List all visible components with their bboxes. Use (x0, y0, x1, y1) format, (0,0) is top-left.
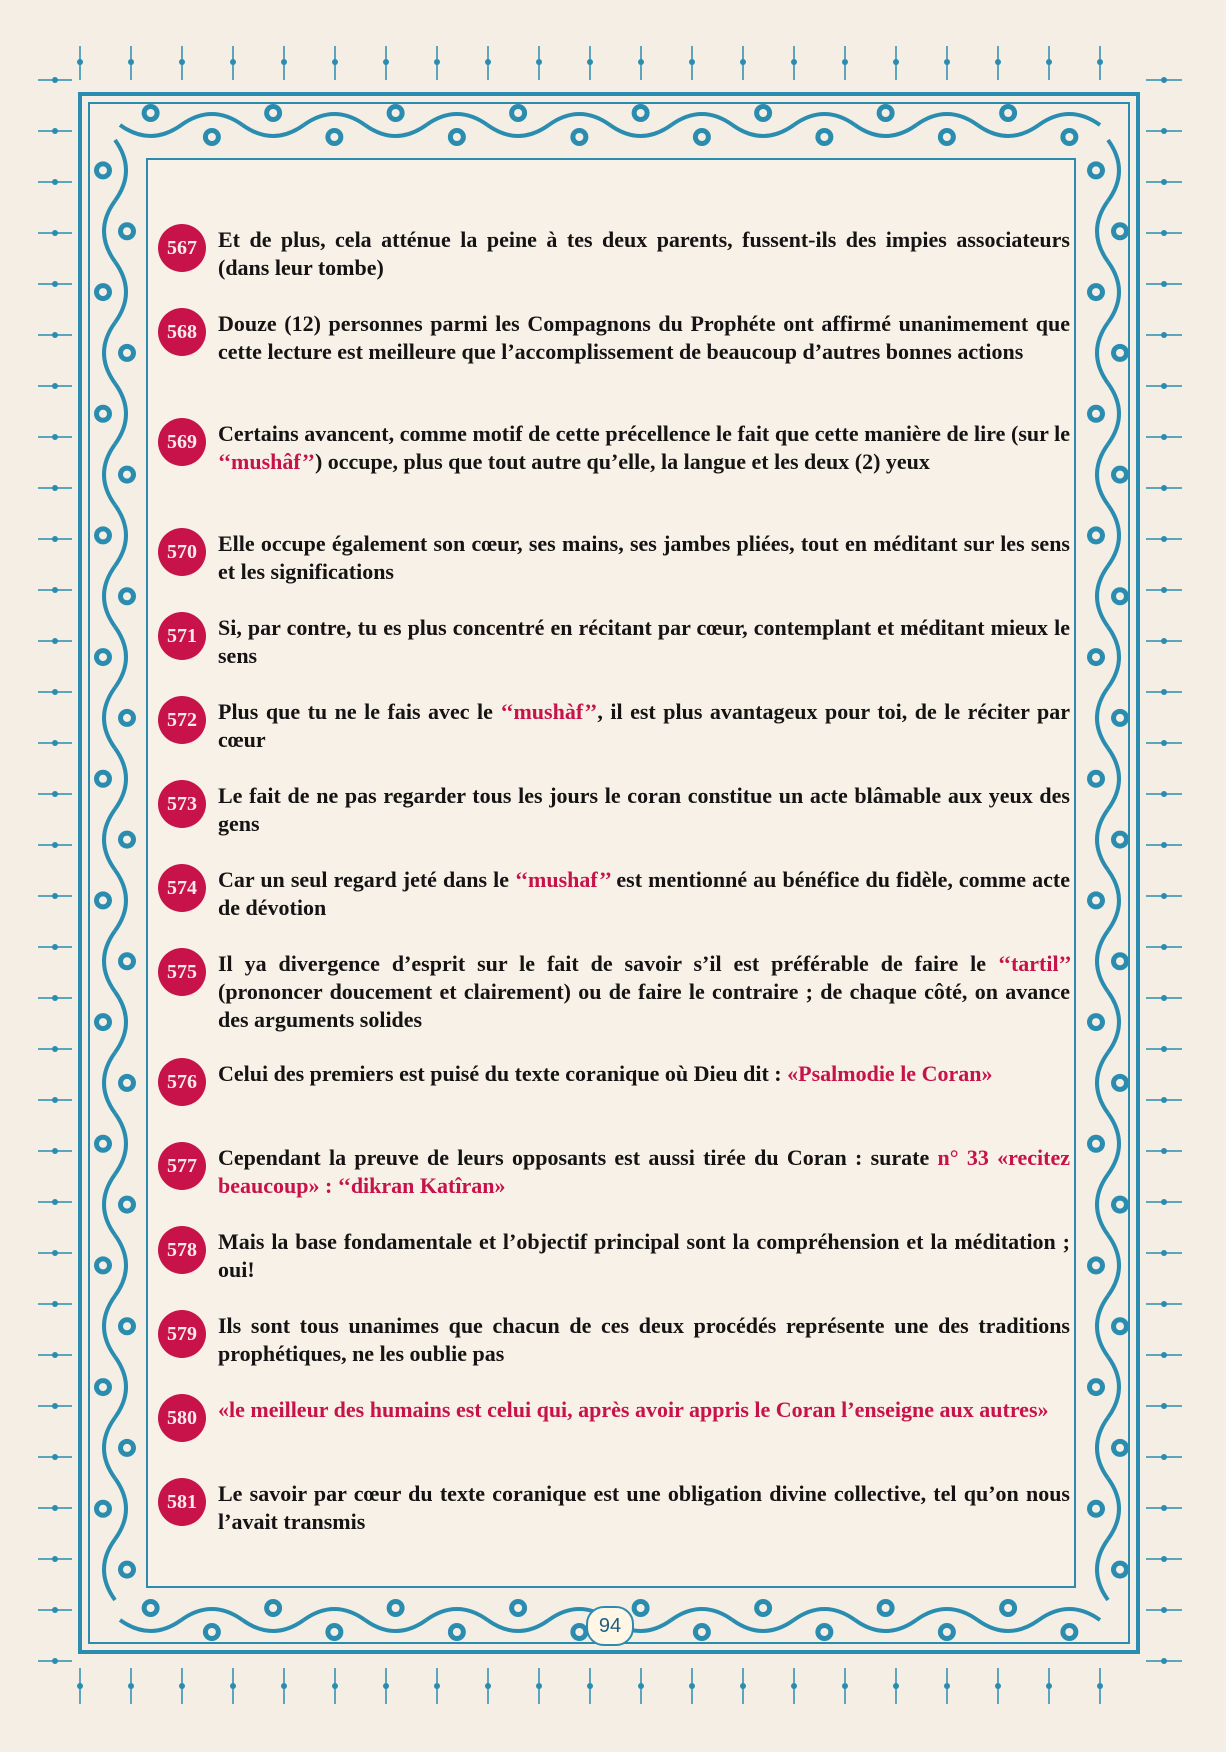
tick-dot (52, 1556, 58, 1562)
highlighted-term: ‘‘mushâf’’ (218, 449, 315, 474)
tick-dot (52, 1097, 58, 1103)
text-run: Celui des premiers est puisé du texte coranique où Dieu dit : (218, 1061, 788, 1086)
tick-dot (1161, 383, 1167, 389)
tick-dot (434, 1683, 440, 1689)
text-run: ) occupe, plus que tout autre qu’elle, la langue et les deux (2) yeux (314, 449, 930, 474)
entry-575 (158, 950, 1070, 1034)
entry-number-badge: 581 (158, 1478, 206, 1526)
tick-dot (1161, 638, 1167, 644)
tick-dot (1161, 689, 1167, 695)
entry-text (218, 1144, 1070, 1200)
tick-dot (77, 59, 83, 65)
tick-dot (52, 893, 58, 899)
tick-dot (128, 59, 134, 65)
tick-dot (52, 485, 58, 491)
tick-dot (1161, 1607, 1167, 1613)
entry-569 (158, 420, 1070, 476)
text-run: Douze (12) personnes parmi les Compagnons du Prophéte ont affirmé unanimement que cette lecture est meilleure que l’accomplissement de beaucoup d’autres bonnes actions (218, 311, 1070, 364)
entry-text (218, 950, 1070, 1034)
tick-dot (52, 1454, 58, 1460)
tick-dot (1161, 434, 1167, 440)
text-run: Ils sont tous unanimes que chacun de ces deux procédés représente une des traditions prophétiques, ne les oublie pas (218, 1313, 1070, 1366)
tick-dot (52, 281, 58, 287)
entry-number-badge: 572 (158, 696, 206, 744)
entry-number-badge: 580 (158, 1394, 206, 1442)
tick-dot (587, 1683, 593, 1689)
entry-text (218, 1228, 1070, 1284)
entry-572 (158, 698, 1070, 754)
tick-dot (1161, 995, 1167, 1001)
text-run: Elle occupe également son cœur, ses mains, ses jambes pliées, tout en méditant sur les sens et les significations (218, 531, 1070, 584)
text-run: Si, par contre, tu es plus concentré en récitant par cœur, contemplant et méditant mieux le sens (218, 615, 1070, 668)
entry-number-badge: 574 (158, 864, 206, 912)
tick-dot (52, 77, 58, 83)
entry-number-badge: 569 (158, 418, 206, 466)
tick-dot (52, 1301, 58, 1307)
entry-number-badge: 577 (158, 1142, 206, 1190)
tick-dot (52, 842, 58, 848)
tick-dot (638, 1683, 644, 1689)
tick-dot (791, 59, 797, 65)
entry-570 (158, 530, 1070, 586)
tick-dot (1161, 1556, 1167, 1562)
tick-dot (52, 740, 58, 746)
tick-dot (128, 1683, 134, 1689)
tick-dot (1161, 1199, 1167, 1205)
highlighted-term: ‘‘tartil’’ (997, 951, 1070, 976)
tick-dot (1161, 1250, 1167, 1256)
tick-dot (52, 1046, 58, 1052)
tick-dot (1161, 1658, 1167, 1664)
text-run: est mentionné au bénéfice du fidèle, comme acte de dévotion (218, 867, 1070, 920)
entry-number-badge: 576 (158, 1058, 206, 1106)
entry-574 (158, 866, 1070, 922)
tick-dot (1161, 1301, 1167, 1307)
tick-dot (689, 1683, 695, 1689)
entry-text (218, 866, 1070, 922)
entry-567 (158, 226, 1070, 282)
tick-dot (52, 1505, 58, 1511)
tick-dot (1161, 1454, 1167, 1460)
tick-dot (1161, 179, 1167, 185)
tick-dot (52, 383, 58, 389)
tick-dot (179, 1683, 185, 1689)
tick-dot (52, 689, 58, 695)
tick-dot (485, 1683, 491, 1689)
text-run: Mais la base fondamentale et l’objectif principal sont la compréhension et la méditation ; oui! (218, 1229, 1070, 1282)
entry-number-badge: 578 (158, 1226, 206, 1274)
entry-text (218, 226, 1070, 282)
tick-dot (1161, 740, 1167, 746)
tick-dot (485, 59, 491, 65)
tick-dot (52, 1352, 58, 1358)
tick-dot (52, 791, 58, 797)
tick-dot (52, 944, 58, 950)
tick-dot (52, 1250, 58, 1256)
entry-text (218, 1312, 1070, 1368)
tick-dot (1161, 77, 1167, 83)
tick-dot (1161, 1097, 1167, 1103)
tick-dot (587, 59, 593, 65)
tick-dot (52, 128, 58, 134)
tick-dot (893, 1683, 899, 1689)
highlighted-term: ‘‘mushaf’’ (515, 867, 611, 892)
tick-dot (52, 1403, 58, 1409)
highlighted-term: «le meilleur des humains est celui qui, après avoir appris le Coran l’enseigne aux autres» (218, 1397, 1049, 1422)
tick-dot (944, 59, 950, 65)
text-run: Le savoir par cœur du texte coranique est une obligation divine collective, tel qu’on nous l’avait transmis (218, 1481, 1070, 1534)
tick-dot (1097, 59, 1103, 65)
text-run: (prononcer doucement et clairement) ou de faire le contraire ; de chaque côté, on avance des arguments solides (218, 979, 1070, 1032)
text-run: Certains avancent, comme motif de cette précellence le fait que cette manière de lire (sur le (218, 421, 1070, 446)
entry-text (218, 1480, 1070, 1536)
text-run: Et de plus, cela atténue la peine à tes deux parents, fussent-ils des impies associateurs (dans leur tombe) (218, 227, 1070, 280)
entry-number-badge: 568 (158, 308, 206, 356)
entry-579 (158, 1312, 1070, 1368)
tick-dot (1161, 791, 1167, 797)
entry-text (218, 782, 1070, 838)
entry-text (218, 530, 1070, 586)
tick-dot (52, 536, 58, 542)
entry-number-badge: 570 (158, 528, 206, 576)
tick-dot (52, 1658, 58, 1664)
entry-text (218, 420, 1070, 476)
tick-dot (1161, 944, 1167, 950)
tick-dot (52, 1199, 58, 1205)
tick-dot (740, 1683, 746, 1689)
entry-number-badge: 571 (158, 612, 206, 660)
tick-dot (52, 587, 58, 593)
tick-dot (1161, 332, 1167, 338)
entry-576 (158, 1060, 1070, 1106)
entry-number-badge: 573 (158, 780, 206, 828)
tick-dot (536, 1683, 542, 1689)
tick-dot (52, 1148, 58, 1154)
tick-dot (281, 1683, 287, 1689)
text-run: , il est plus avantageux pour toi, de le réciter par cœur (218, 699, 1070, 752)
entry-text (218, 1060, 1070, 1088)
tick-dot (230, 59, 236, 65)
tick-dot (1161, 536, 1167, 542)
tick-dot (77, 1683, 83, 1689)
tick-dot (52, 179, 58, 185)
highlighted-term: n° 33 «recitez beaucoup» : ‘‘dikran Katîran» (218, 1145, 1070, 1198)
entry-number-badge: 575 (158, 948, 206, 996)
tick-dot (383, 1683, 389, 1689)
tick-dot (332, 59, 338, 65)
entry-580 (158, 1396, 1070, 1442)
tick-dot (1161, 1352, 1167, 1358)
tick-dot (52, 995, 58, 1001)
tick-dot (383, 59, 389, 65)
tick-dot (893, 59, 899, 65)
tick-dot (52, 332, 58, 338)
tick-dot (689, 59, 695, 65)
tick-dot (52, 638, 58, 644)
tick-dot (281, 59, 287, 65)
tick-dot (1161, 1046, 1167, 1052)
entry-571 (158, 614, 1070, 670)
tick-dot (536, 59, 542, 65)
tick-dot (1046, 1683, 1052, 1689)
tick-dot (332, 1683, 338, 1689)
tick-dot (995, 1683, 1001, 1689)
tick-dot (434, 59, 440, 65)
tick-dot (1161, 842, 1167, 848)
tick-dot (842, 59, 848, 65)
entry-581 (158, 1480, 1070, 1536)
tick-dot (1161, 1148, 1167, 1154)
highlighted-term: «Psalmodie le Coran» (787, 1061, 993, 1086)
tick-dot (1161, 587, 1167, 593)
tick-dot (1161, 485, 1167, 491)
highlighted-term: ‘‘mushàf’’ (500, 699, 598, 724)
entry-number-badge: 567 (158, 224, 206, 272)
tick-dot (1046, 59, 1052, 65)
tick-dot (638, 59, 644, 65)
tick-dot (995, 59, 1001, 65)
text-run: Cependant la preuve de leurs opposants est aussi tirée du Coran : surate (218, 1145, 938, 1170)
tick-dot (52, 230, 58, 236)
entry-578 (158, 1228, 1070, 1284)
tick-dot (1161, 128, 1167, 134)
text-run: Car un seul regard jeté dans le (218, 867, 516, 892)
tick-dot (1161, 893, 1167, 899)
entry-text (218, 1396, 1070, 1424)
entry-text (218, 310, 1070, 366)
entry-573 (158, 782, 1070, 838)
page-number: 94 (586, 1606, 634, 1646)
tick-dot (842, 1683, 848, 1689)
tick-dot (1161, 1505, 1167, 1511)
tick-dot (179, 59, 185, 65)
text-run: Le fait de ne pas regarder tous les jours le coran constitue un acte blâmable aux yeux des gens (218, 783, 1070, 836)
tick-dot (740, 59, 746, 65)
tick-dot (52, 1607, 58, 1613)
tick-dot (944, 1683, 950, 1689)
tick-dot (1097, 1683, 1103, 1689)
text-run: Plus que tu ne le fais avec le (218, 699, 501, 724)
entry-568 (158, 310, 1070, 366)
text-run: Il ya divergence d’esprit sur le fait de savoir s’il est préférable de faire le (218, 951, 998, 976)
entry-text (218, 698, 1070, 754)
tick-dot (230, 1683, 236, 1689)
tick-dot (791, 1683, 797, 1689)
tick-dot (1161, 1403, 1167, 1409)
tick-dot (1161, 281, 1167, 287)
entry-number-badge: 579 (158, 1310, 206, 1358)
tick-dot (52, 434, 58, 440)
entry-text (218, 614, 1070, 670)
tick-dot (1161, 230, 1167, 236)
entry-577 (158, 1144, 1070, 1200)
